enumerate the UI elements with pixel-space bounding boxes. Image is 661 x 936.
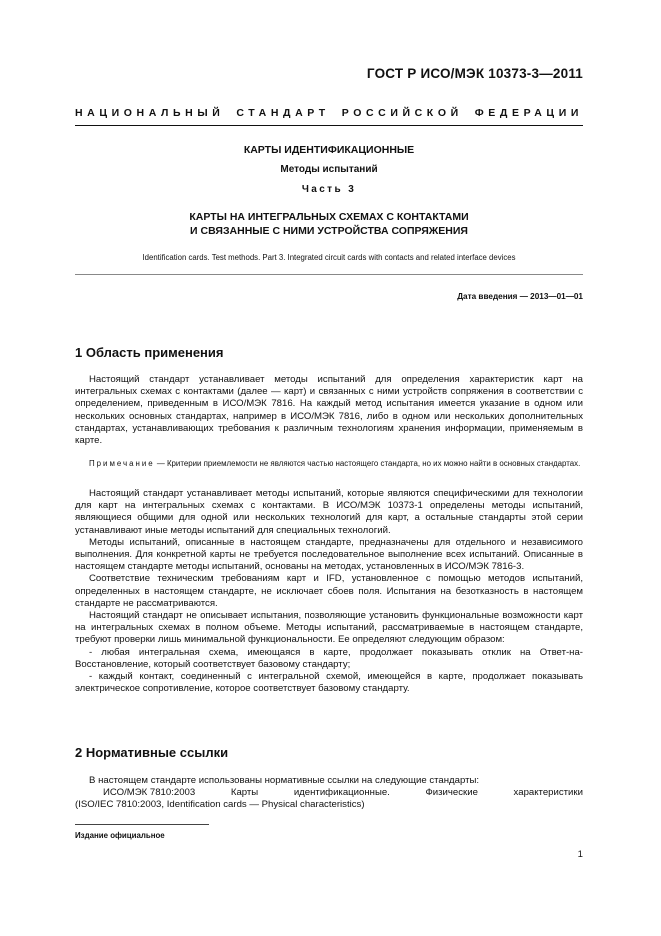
paragraph: Настоящий стандарт устанавливает методы испытаний, которые являются специфическими для технологии для карт на интегральных схемах с контактами. В ИСО/МЭК 10373-1 определены методы испытаний, являющиеся общими для одной или нескольких технологий для карт, а остальные стандарты этой серии устанавливают иные методы испытаний для специальных технологий. [75,488,583,536]
section-2-body [75,775,583,812]
note [75,458,583,469]
paragraph: В настоящем стандарте использованы нормативные ссылки на следующие стандарты: [89,775,480,786]
paragraph: Настоящий стандарт не описывает испытания, позволяющие установить функциональные возможности карт на интегральных схемах в полном объеме. Методы испытаний, рассматриваемые в настоящем стандарте, требуют проверки лишь минимальной функциональности. Ее определяют следующим образом: [75,610,583,646]
document-subtitle-methods: Методы испытаний [280,164,378,175]
document-title: КАРТЫ ИДЕНТИФИКАЦИОННЫЕ [243,144,415,156]
normative-reference [75,787,583,799]
reference-word: идентификационные. [293,787,390,799]
section-2-heading: 2 Нормативные ссылки [75,745,229,760]
reference-english: (ISO/IEC 7810:2003, Identification cards — Physical characteristics) [75,799,365,811]
title-rule [75,274,583,275]
document-subtitle [75,210,583,238]
note-text: — Критерии приемлемости не являются частью настоящего стандарта, но их можно найти в основных стандартах. [154,459,581,468]
national-standard-header: НАЦИОНАЛЬНЫЙ СТАНДАРТ РОССИЙСКОЙ ФЕДЕРАЦИИ [75,107,583,119]
list-item: - любая интегральная схема, имеющаяся в карте, продолжает показывать отклик на Ответ-на-Восстановление, который соответствует базовому стандарту; [75,646,583,670]
header-rule [75,125,583,126]
reference-word: Физические [425,787,478,799]
document-part: Часть 3 [301,184,357,195]
english-title: Identification cards. Test methods. Part 3. Integrated circuit cards with contacts and related interface devices [142,253,516,262]
reference-word: характеристики [513,787,583,799]
note-label: Примечание [89,459,155,468]
reference-word: Карты [230,787,259,799]
standard-code: ГОСТ Р ИСО/МЭК 10373-3—2011 [366,66,583,81]
document-subtitle-line-2: И СВЯЗАННЫЕ С НИМИ УСТРОЙСТВА СОПРЯЖЕНИЯ [190,225,468,237]
paragraph: Методы испытаний, описанные в настоящем стандарте, предназначены для отдельного и независимого выполнения. Для конкретной карты не требуется последовательное выполнение всех испытаний. Описанные в настоящем стандарте методы испытаний, основаны на методах, установленных в ИСО/МЭК 7816-3. [75,536,583,573]
document-subtitle-line-1: КАРТЫ НА ИНТЕГРАЛЬНЫХ СХЕМАХ С КОНТАКТАМИ [189,211,469,223]
paragraph: Соответствие техническим требованиям карт и IFD, установленное с помощью методов испытаний, определенных в настоящем стандарте, не исключает сбоев поля. Испытания на безотказность в настоящем стандарте не рассматриваются. [75,573,583,609]
list-item: - каждый контакт, соединенный с интегральной схемой, имеющейся в карте, продолжает показывать электрическое сопротивление, которое соответствует базовому стандарту. [75,671,583,695]
introduction-date: Дата введения — 2013—01—01 [457,292,583,301]
footer-rule [75,824,209,825]
page-number: 1 [577,849,583,860]
paragraph: Настоящий стандарт устанавливает методы испытаний для определения характеристик карт на интегральных схемах с контактами (далее — карт) и связанных с ними устройств сопряжения в соответствии с определением, приведенным в ИСО/МЭК 7816. На каждый метод испытания имеется указание в одном или нескольких основных стандартах, например в ИСО/МЭК 7816, либо в одном или нескольких дополнительных стандартах, устанавливающих требования к различным технологиям хранения информации, применяемым в карте. [75,374,583,447]
section-1-paragraph-1 [75,374,583,447]
section-1-heading: 1 Область применения [75,345,224,360]
section-1-body [75,488,583,695]
edition-label: Издание официальное [75,831,165,840]
reference-code: ИСО/МЭК 7810:2003 [103,787,196,799]
